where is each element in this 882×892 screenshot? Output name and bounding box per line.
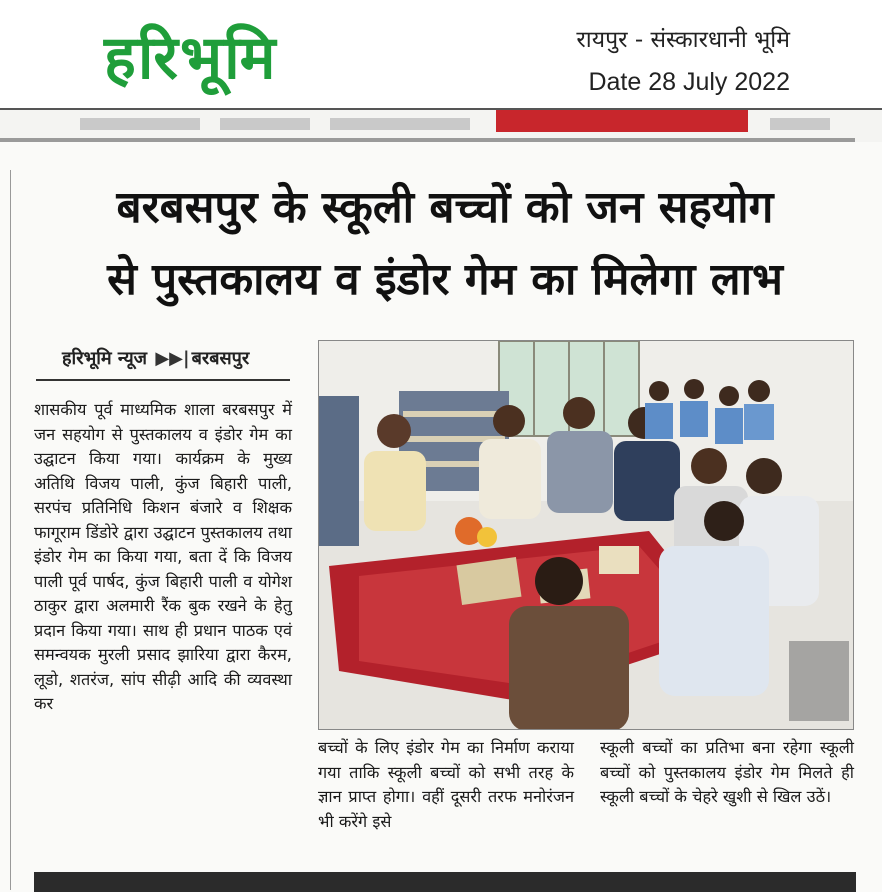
cut-text-smudge	[220, 118, 310, 130]
article-column-2: बच्चों के लिए इंडोर गेम का निर्माण कराया गया ताकि स्कूली बच्चों को सभी तरह के ज्ञान प्राप्त होगा। वहीं दूसरी तरफ मनोरंजन भी करेंगे इसे	[318, 738, 574, 831]
edition-label: रायपुर - संस्कारधानी भूमि	[576, 27, 790, 53]
headline-line-2: से पुस्तकालय व इंडोर गेम का मिलेगा लाभ	[107, 254, 783, 305]
byline-underline	[36, 379, 290, 381]
byline-source: हरिभूमि न्यूज	[62, 348, 148, 369]
byline-arrows-icon: ▶▶|	[155, 348, 190, 369]
article-column-3: स्कूली बच्चों का प्रतिभा बना रहेगा स्कूली बच्चों को पुस्तकालय इंडोर गेम मिलते ही स्कूली बच्चों के चेहरे खुशी से खिल उठें।	[600, 738, 854, 806]
red-section-band	[496, 110, 748, 132]
cut-text-smudge	[770, 118, 830, 130]
article-column-1: शासकीय पूर्व माध्यमिक शाला बरबसपुर में जन सहयोग से पुस्तकालय व इंडोर गेम का उद्घाटन किया गया। कार्यक्रम के मुख्य अतिथि विजय पाली, कुंज बिहारी पाली, सरपंच प्रतिनिधि किशन बंजारे व शिक्षक फागूराम डिंडोरे द्वारा उद्घाटन पुस्तकालय तथा इंडोर गेम का किया गया, बता दें कि विजय पाली पूर्व पार्षद, कुंज बिहारी पाली व योगेश ठाकुर द्वारा अलमारी रैंक बुक रखने के हेतु प्रदान किया गया। साथ ही प्रधान पाठक एवं समन्वयक मुरली प्रसाद झारिया द्वारा कैरम, लूडो, शतरंज, सांप सीढ़ी आदि की व्यवस्था कर	[34, 400, 292, 713]
headline-line-1: बरबसपुर के स्कूली बच्चों को जन सहयोग	[116, 182, 774, 233]
classroom-photo-illustration	[319, 341, 854, 730]
publication-date: Date 28 July 2022	[588, 68, 790, 96]
next-headline-strip	[34, 872, 856, 892]
column-border	[10, 170, 11, 890]
article-headline	[30, 172, 860, 316]
newspaper-logo	[104, 20, 424, 96]
byline	[62, 346, 249, 370]
byline-location: बरबसपुर	[191, 348, 250, 369]
article-photo	[318, 340, 854, 730]
cut-text-smudge	[330, 118, 470, 130]
masthead	[0, 0, 882, 110]
logo-text: हरिभूमि	[104, 23, 278, 93]
cut-text-smudge	[80, 118, 200, 130]
